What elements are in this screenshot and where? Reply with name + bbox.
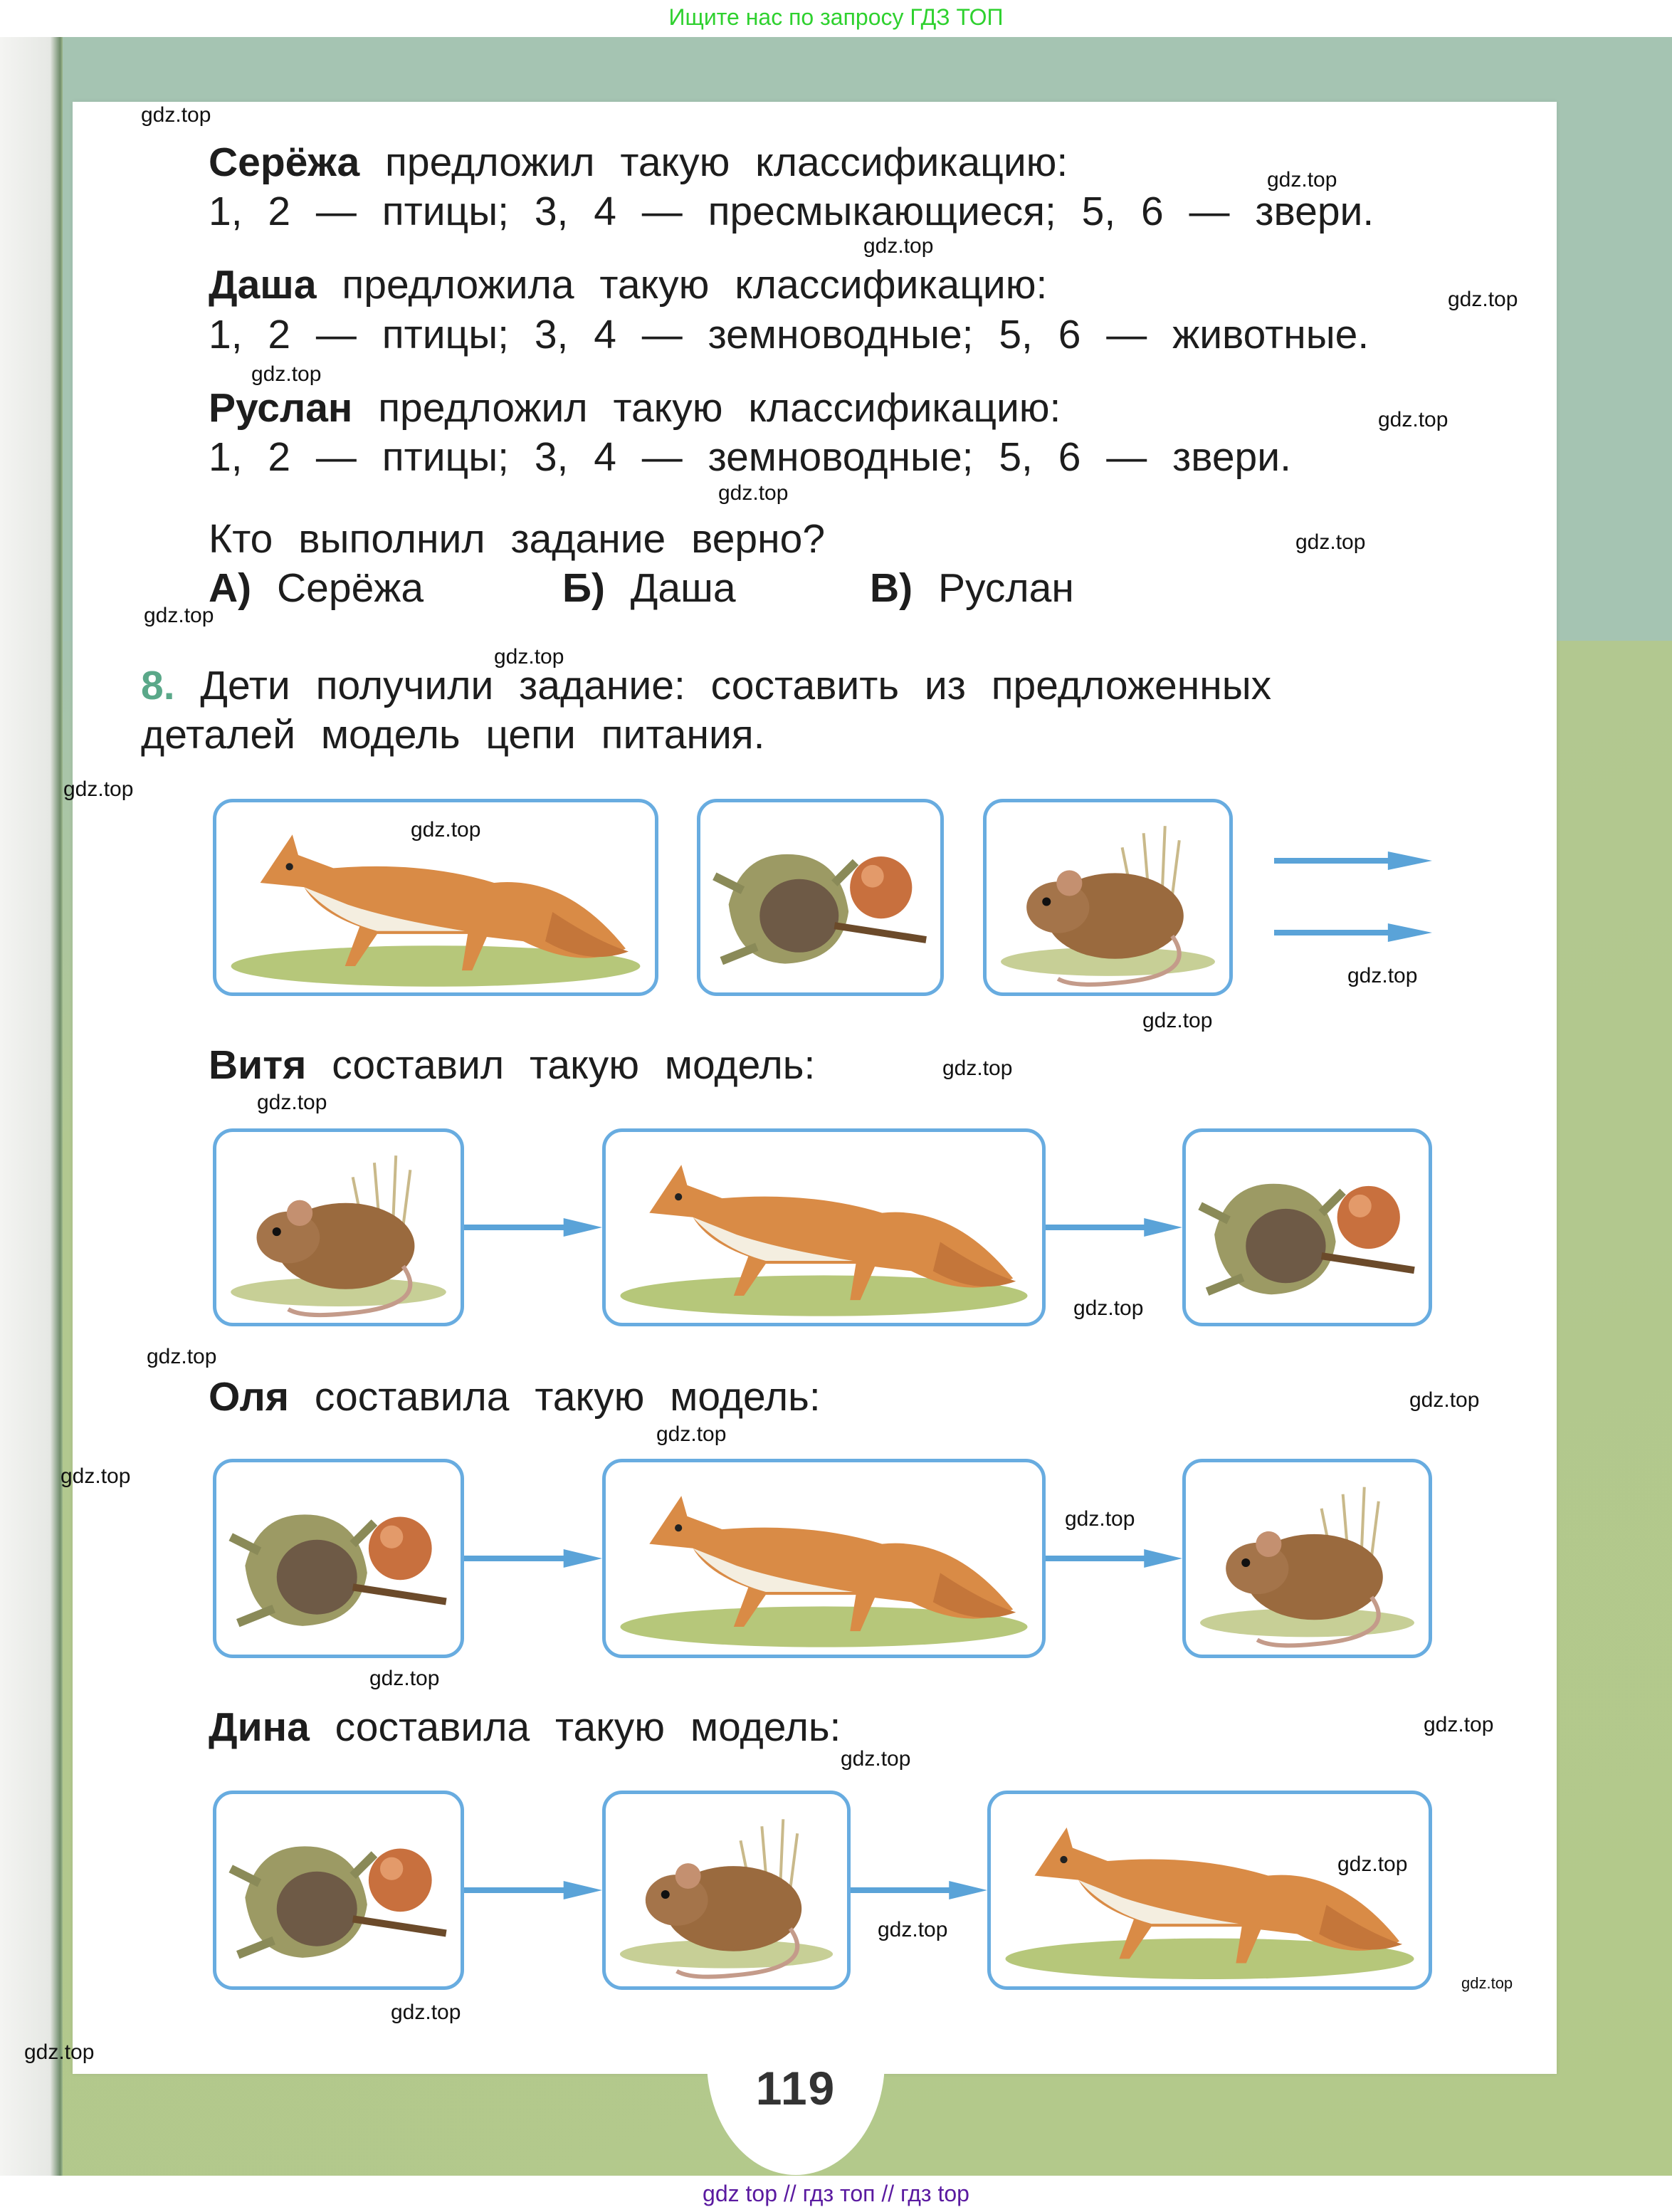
watermark: gdz.top (942, 1057, 1013, 1080)
task-8-line1 (141, 661, 1271, 711)
watermark: gdz.top (1142, 1009, 1213, 1032)
vitya-text: составил такую модель: (332, 1042, 816, 1088)
watermark: gdz.top (1448, 288, 1518, 311)
watermark: gdz.top (141, 103, 211, 127)
fox-card (602, 1128, 1046, 1326)
hazelnut-image (216, 1462, 461, 1655)
search-banner[interactable]: Ищите нас по запросу ГДЗ ТОП (0, 0, 1672, 37)
watermark: gdz.top (494, 645, 564, 669)
task-text: Дети получили задание: составить из предложенных (200, 663, 1272, 708)
watermark: gdz.top (1461, 1974, 1513, 1992)
vitya-line (209, 1040, 815, 1090)
mouse-card[interactable] (983, 799, 1233, 996)
olya-text: составила такую модель: (314, 1374, 821, 1420)
mouse-image (987, 802, 1229, 992)
fox-card (602, 1459, 1046, 1658)
mouse-image (1186, 1462, 1429, 1655)
dina-line (209, 1702, 841, 1752)
option-label: Серёжа (277, 565, 424, 611)
watermark: gdz.top (1409, 1388, 1480, 1412)
option-label: Даша (630, 565, 736, 611)
mouse-card (213, 1128, 464, 1326)
hazelnut-image (216, 1794, 461, 1986)
seryozha-classification: 1, 2 — птицы; 3, 4 — пресмыкающиеся; 5, 6 — звери. (209, 189, 1374, 234)
fox-card (987, 1791, 1432, 1990)
ruslan-classification: 1, 2 — птицы; 3, 4 — земноводные; 5, 6 — звери. (209, 434, 1291, 480)
dina-text: составила такую модель: (335, 1704, 841, 1750)
watermark: gdz.top (841, 1747, 911, 1771)
ruslan-line (209, 383, 1061, 433)
hazelnut-card (213, 1791, 464, 1990)
dina-name: Дина (209, 1704, 310, 1750)
ruslan-name: Руслан (209, 385, 353, 431)
dasha-classification: 1, 2 — птицы; 3, 4 — земноводные; 5, 6 — животные. (209, 312, 1369, 357)
arrow-icon (1046, 1549, 1182, 1568)
dasha-line (209, 260, 1047, 310)
watermark: gdz.top (1267, 168, 1337, 192)
arrow-icon (1046, 1218, 1182, 1237)
watermark: gdz.top (257, 1091, 327, 1114)
watermark: gdz.top (1337, 1852, 1408, 1876)
fox-image (606, 1132, 1042, 1323)
watermark: gdz.top (251, 362, 322, 386)
hazelnut-card[interactable] (697, 799, 944, 996)
watermark: gdz.top (369, 1667, 440, 1690)
mouse-card (1182, 1459, 1432, 1658)
option-b[interactable] (562, 563, 736, 613)
arrow-icon (464, 1881, 602, 1899)
watermark: gdz.top (24, 2040, 95, 2064)
option-a[interactable] (209, 563, 424, 613)
watermark: gdz.top (144, 604, 214, 627)
mouse-card (602, 1791, 851, 1990)
watermark: gdz.top (656, 1422, 727, 1446)
option-letter: В) (870, 565, 913, 611)
hazelnut-card (213, 1459, 464, 1658)
task-number: 8. (141, 663, 175, 708)
olya-line (209, 1372, 821, 1422)
watermark: gdz.top (1424, 1713, 1494, 1736)
watermark: gdz.top (147, 1345, 217, 1368)
watermark: gdz.top (1347, 964, 1418, 987)
mouse-image (606, 1794, 847, 1986)
olya-name: Оля (209, 1374, 290, 1420)
ruslan-text: предложил такую классификацию: (378, 385, 1061, 431)
seryozha-text: предложил такую классификацию: (385, 140, 1068, 185)
hazelnut-image (1186, 1132, 1429, 1323)
option-label: Руслан (938, 565, 1074, 611)
mouse-image (216, 1132, 461, 1323)
arrow-icon (464, 1218, 602, 1237)
dasha-text: предложила такую классификацию: (342, 262, 1048, 308)
arrow-icon (851, 1881, 987, 1899)
watermark: gdz.top (1065, 1507, 1135, 1531)
watermark: gdz.top (878, 1918, 948, 1941)
option-letter: А) (209, 565, 252, 611)
fox-image (606, 1462, 1042, 1655)
option-c[interactable] (870, 563, 1074, 613)
arrow-icon[interactable] (1274, 923, 1432, 942)
watermark: gdz.top (1295, 530, 1366, 554)
hazelnut-card (1182, 1128, 1432, 1326)
watermark: gdz.top (63, 777, 134, 801)
book-spine (0, 37, 63, 2176)
question: Кто выполнил задание верно? (209, 516, 826, 562)
watermark: gdz.top (718, 481, 789, 505)
hazelnut-image (700, 802, 940, 992)
watermark: gdz.top (391, 2001, 461, 2024)
seryozha-line (209, 137, 1068, 187)
watermark: gdz.top (1378, 408, 1448, 431)
watermark: gdz.top (61, 1464, 131, 1488)
watermark: gdz.top (1073, 1296, 1144, 1320)
seryozha-name: Серёжа (209, 140, 360, 185)
arrow-icon (464, 1549, 602, 1568)
watermark: gdz.top (411, 818, 481, 842)
page-number: 119 (755, 2062, 836, 2114)
arrow-icon[interactable] (1274, 851, 1432, 870)
dasha-name: Даша (209, 262, 317, 308)
vitya-name: Витя (209, 1042, 307, 1088)
fox-image (991, 1794, 1429, 1986)
task-8-line2: деталей модель цепи питания. (141, 712, 765, 758)
watermark: gdz.top (863, 234, 934, 258)
footer-links[interactable]: gdz top // гдз топ // гдз top (0, 2176, 1672, 2212)
option-letter: Б) (562, 565, 605, 611)
